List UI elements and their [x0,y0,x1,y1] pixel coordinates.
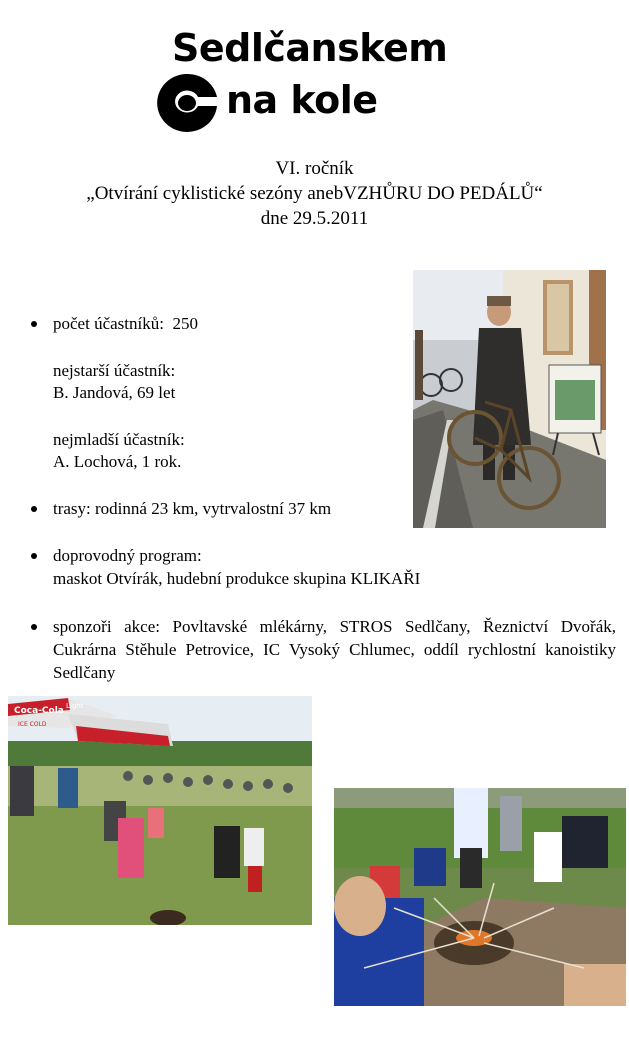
oldest-participant-value: B. Jandová, 69 let [53,383,176,402]
photo-crowd-meadow [8,696,312,925]
photo-man-with-bicycle [413,270,606,528]
event-date: dne 29.5.2011 [260,208,369,229]
logo-title-line2: na kole [226,78,378,122]
program-value: maskot Otvírák, hudební produkce skupina KLIKAŘI [53,569,421,588]
logo-title-line1: Sedlčanskem [172,26,448,70]
routes-text: trasy: rodinná 23 km, vytrvalostní 37 km [53,499,332,518]
oldest-participant-label: nejstarší účastník: [53,361,176,380]
youngest-participant-value: A. Lochová, 1 rok. [53,452,182,471]
youngest-participant-label: nejmladší účastník: [53,430,185,449]
bullet-participants [31,321,37,327]
photo-roasting-sausages [334,788,626,1006]
participant-count [53,313,198,335]
event-title: „Otvírání cyklistické sezóny anebVZHŮRU DO PEDÁLŮ“ [86,183,543,204]
program-label: doprovodný program: [53,546,202,565]
participant-count-label: počet účastníků: [53,314,164,333]
bicycle-wheel-logo-icon [154,72,220,134]
bullet-program [31,553,37,559]
participant-count-value: 250 [172,314,198,333]
umbrella-sub-text: ICE COLD [18,721,47,728]
bullet-routes [31,506,37,512]
umbrella-light-text: Light [66,702,84,710]
bullet-sponsors [31,624,37,630]
umbrella-brand-text: Coca-Cola [14,706,64,716]
edition-heading: VI. ročník [275,158,354,179]
sponsors-text: sponzoři akce: Povltavské mlékárny, STROS Sedlčany, Řeznictví Dvořák, Cukrárna Stěhule Petrovice, IC Vysoký Chlumec, oddíl rychlostní kanoistiky Sedlčany [53,617,616,682]
